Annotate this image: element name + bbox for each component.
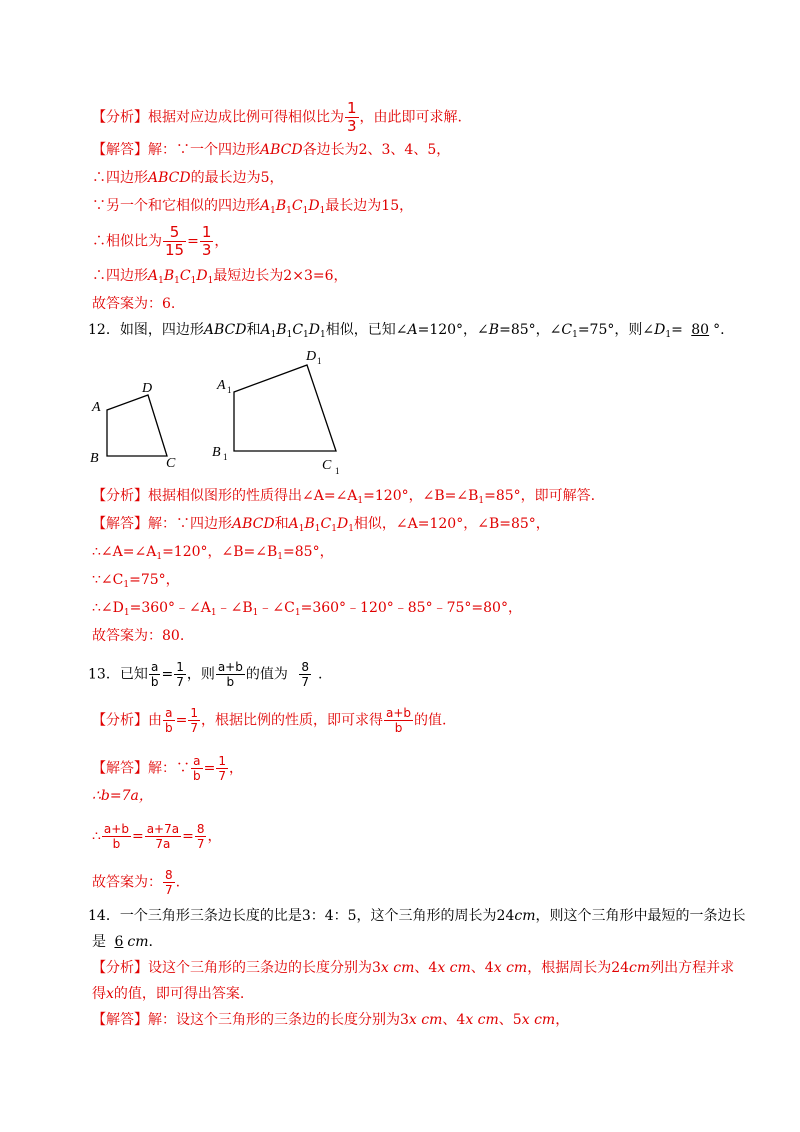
subscript: 1 (317, 356, 322, 366)
subscript: 1 (335, 466, 340, 476)
q12-answer: 故答案为：80. (92, 628, 185, 644)
fraction: $\frac{5}{15}$ (165, 223, 185, 259)
label-a1: A (217, 378, 226, 393)
answer-blank: 80 (691, 322, 710, 338)
q13-answer: 故答案为： $\frac{8}{7}$ . (92, 868, 181, 897)
q12-figure (80, 340, 360, 480)
label-b: B (90, 451, 99, 466)
subscript: 1 (223, 452, 228, 462)
answer-blank (292, 660, 318, 689)
fraction: $\frac{a}{b}$ (193, 754, 201, 783)
fraction: $\frac{1}{3}$ (347, 99, 357, 135)
q12-solution-line2: $\therefore\angle A=\angle A_1=120^\circ$，$\angle B=\angle B_1=85^\circ$， (92, 544, 334, 562)
fraction: $\frac{8}{7}$ (301, 660, 309, 689)
q12-solution-line3: $\because\angle C_1=75^\circ$， (92, 572, 180, 590)
q12-question: 12．如图，四边形ABCD和$A_1B_1C_1D_1$相似，已知∠A=120°，∠B=85°，$\angle C_1=75^\circ$，则$\angle D_1= 80$ °. (88, 322, 725, 340)
subscript: 1 (227, 385, 232, 395)
label-d: D (142, 381, 153, 396)
q11-solution-line2: ∴四边形ABCD的最长边为5， (92, 170, 284, 186)
label-c: C (166, 456, 176, 471)
fraction: $\frac{1}{7}$ (190, 706, 198, 735)
q14-question-line2: 是 6 cm. (92, 934, 153, 950)
q13-analysis: 【分析】由 $\frac{a}{b}$ = $\frac{1}{7}$ ，根据比例的性质，即可求得 $\frac{a+b}{b}$ 的值. (92, 706, 447, 735)
label-d1: D (306, 349, 317, 364)
fraction: $\frac{a+b}{b}$ (217, 660, 243, 689)
q12-solution-line1: 【解答】解：∵四边形ABCD和$A_1B_1C_1D_1$相似，∠A=120°，∠B=85°， (92, 516, 550, 534)
q14-analysis-line2: 得x的值，即可得出答案. (92, 986, 245, 1002)
q13-question: 13．已知 $\frac{a}{b}$ = $\frac{1}{7}$ ，则 $\frac{a+b}{b}$ 的值为 $\frac{8}{7}$ . (88, 660, 323, 689)
fraction: $\frac{8}{7}$ (196, 822, 205, 851)
fraction: $\frac{a}{b}$ (150, 660, 159, 689)
fraction: $\frac{8}{7}$ (165, 868, 173, 897)
fraction: $\frac{a}{b}$ (165, 706, 173, 735)
fraction: $\frac{a+7a}{7a}$ (146, 822, 180, 851)
q13-solution-line3: ∴ $\frac{a+b}{b}$ = $\frac{a+7a}{7a}$ = $\frac{8}{7}$ ， (92, 822, 222, 851)
quadrilateral-abcd (107, 395, 167, 456)
q11-solution-line4: ∴相似比为 $\frac{5}{15}$ = $\frac{1}{3}$ ， (92, 223, 229, 259)
label-c1: C (322, 458, 332, 473)
q11-answer: 故答案为：6. (92, 296, 176, 312)
fraction: $\frac{1}{7}$ (176, 660, 184, 689)
label-b1: B (212, 445, 221, 460)
q11-solution-line1: 【解答】解：∵一个四边形ABCD各边长为2、3、4、5， (92, 142, 451, 158)
q14-question-line1: 14．一个三角形三条边长度的比是3：4：5，这个三角形的周长为24cm，则这个三角形中最短的一条边长 (88, 908, 746, 924)
q13-solution-line1: 【解答】解：∵ $\frac{a}{b}$ = $\frac{1}{7}$ ， (92, 754, 243, 783)
q11-solution-line3: ∵另一个和它相似的四边形$A_1B_1C_1D_1$最长边为15， (92, 198, 414, 216)
fraction: $\frac{a+b}{b}$ (103, 822, 129, 851)
q11-analysis: 【分析】根据对应边成比例可得相似比为 $\frac{1}{3}$ ，由此即可求解. (92, 99, 462, 135)
fraction: $\frac{1}{7}$ (218, 754, 226, 783)
q11-solution-line5: ∴四边形$A_1B_1C_1D_1$最短边长为2×3=6， (92, 268, 348, 286)
q14-analysis-line1: 【分析】设这个三角形的三条边的长度分别为3x cm、4x cm、4x cm，根据周长为24cm列出方程并求 (92, 960, 735, 976)
fraction: $\frac{1}{3}$ (201, 223, 212, 259)
fraction: $\frac{a+b}{b}$ (386, 706, 412, 735)
q14-solution-line1: 【解答】解：设这个三角形的三条边的长度分别为3x cm、4x cm、5x cm， (92, 1012, 570, 1028)
q12-solution-line4: $\therefore\angle D_1=360^\circ﹣\angle A_1﹣\angle B_1﹣\angle C_1=360^\circ﹣120^\circ﹣85^\circ﹣75^\circ=80^\circ$， (92, 600, 522, 618)
quadrilateral-a1b1c1d1 (234, 365, 336, 451)
label-a: A (92, 400, 101, 415)
answer-blank: 6 (114, 934, 124, 950)
q13-solution-line2: ∴b=7a， (92, 788, 153, 804)
q12-analysis: 【分析】根据相似图形的性质得出$\angle A=\angle A_1=120^\circ$，$\angle B=\angle B_1=85^\circ$，即可解答. (92, 488, 596, 506)
